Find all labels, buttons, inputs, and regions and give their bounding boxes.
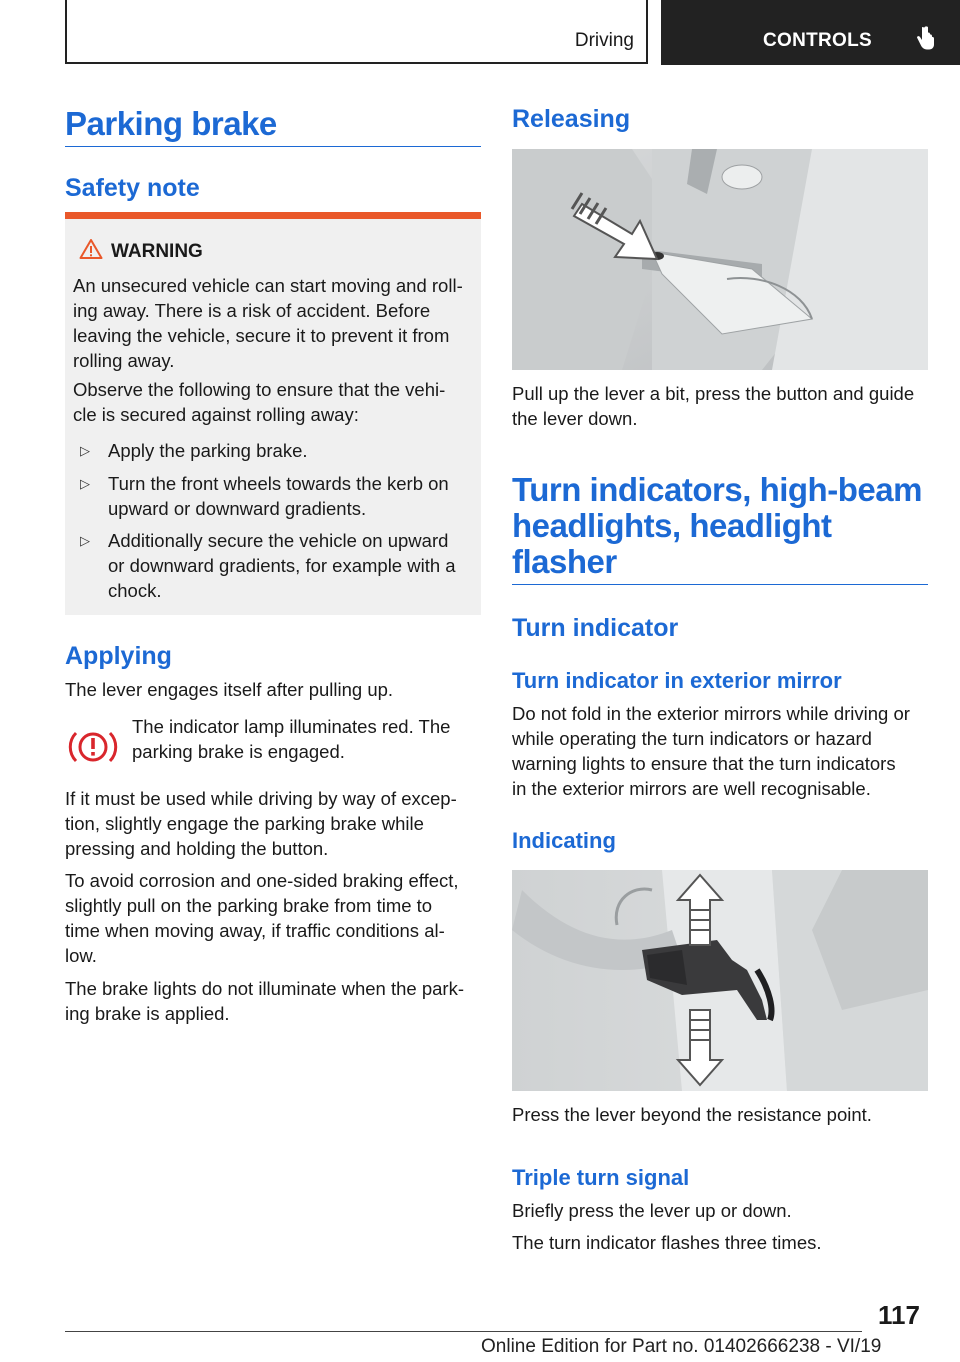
text-line: slightly pull on the parking brake from time to [65, 895, 433, 916]
bullet-triangle-icon: ▷ [80, 443, 90, 458]
text-line: or downward gradients, for example with a [108, 555, 456, 576]
title-rule [512, 584, 928, 585]
text-line: low. [65, 945, 97, 966]
triple-text-1: Briefly press the lever up or down. [512, 1200, 792, 1221]
title-line: headlights, headlight [512, 507, 832, 544]
triple-heading: Triple turn signal [512, 1165, 690, 1190]
text-line: time when moving away, if traffic conditions al- [65, 920, 445, 941]
text-line: Apply the parking brake. [108, 440, 308, 461]
text-line: Do not fold in the exterior mirrors while driving or [512, 703, 910, 724]
releasing-text [512, 381, 942, 431]
warning-paragraph-1 [73, 273, 478, 373]
title-line: flasher [512, 543, 617, 580]
header-chapter-label: CONTROLS [763, 30, 873, 51]
footer-rule [65, 1331, 862, 1332]
text-line: pressing and holding the button. [65, 838, 329, 859]
safety-heading: Safety note [65, 174, 200, 202]
text-line: An unsecured vehicle can start moving and roll- [73, 275, 463, 296]
text-line: ing away. There is a risk of accident. Before [73, 300, 431, 321]
text-line: The indicator lamp illuminates red. The [132, 716, 451, 737]
text-line: upward or downward gradients. [108, 498, 367, 519]
bullet-triangle-icon: ▷ [80, 533, 90, 548]
text-line: Additionally secure the vehicle on upward [108, 530, 449, 551]
text-line: leaving the vehicle, secure it to prevent it from [73, 325, 450, 346]
paragraph-lights [65, 976, 485, 1026]
pointing-hand-icon [915, 26, 935, 52]
applying-text: The lever engages itself after pulling up. [65, 679, 394, 700]
text-line: chock. [108, 580, 162, 601]
text-line: tion, slightly engage the parking brake while [65, 813, 424, 834]
text-line: To avoid corrosion and one-sided braking effect, [65, 870, 459, 891]
text-line: in the exterior mirrors are well recognisable. [512, 778, 871, 799]
footer-edition: Online Edition for Part no. 01402666238 - VI/19 [481, 1336, 882, 1357]
indicating-photo [512, 870, 928, 1091]
text-line: Observe the following to ensure that the vehi- [73, 379, 446, 400]
warning-bar [65, 212, 481, 219]
indicator-text [132, 714, 482, 764]
header-section-box [65, 0, 648, 64]
paragraph-driving [65, 786, 485, 861]
mirror-text [512, 701, 942, 801]
parking-brake-warning-icon [68, 727, 118, 767]
indicating-text: Press the lever beyond the resistance point. [512, 1104, 872, 1125]
paragraph-corrosion [65, 868, 485, 968]
text-line: while operating the turn indicators or hazard [512, 728, 872, 749]
text-line: If it must be used while driving by way of excep- [65, 788, 457, 809]
title-line: Turn indicators, high-beam [512, 471, 922, 508]
text-line: parking brake is engaged. [132, 741, 345, 762]
applying-heading: Applying [65, 642, 172, 670]
header-chapter-box [661, 0, 960, 65]
turn-indicator-heading: Turn indicator [512, 614, 679, 642]
parking-brake-lever-illustration [512, 149, 928, 370]
text-line: ing brake is applied. [65, 1003, 230, 1024]
releasing-photo [512, 149, 928, 370]
title-rule [65, 146, 481, 147]
triple-text-2: The turn indicator flashes three times. [512, 1232, 822, 1253]
page-number: 117 [878, 1300, 920, 1330]
text-line: warning lights to ensure that the turn indicators [512, 753, 896, 774]
releasing-heading: Releasing [512, 105, 631, 133]
warning-label: WARNING [111, 241, 203, 262]
text-line: cle is secured against rolling away: [73, 404, 359, 425]
text-line: The brake lights do not illuminate when the park- [65, 978, 464, 999]
warning-paragraph-2 [73, 377, 478, 427]
text-line: Pull up the lever a bit, press the button and guide [512, 383, 915, 404]
warning-triangle-icon [79, 238, 103, 260]
bullet-triangle-icon: ▷ [80, 476, 90, 491]
turn-indicators-title [512, 472, 942, 580]
text-line: the lever down. [512, 408, 638, 429]
turn-signal-lever-illustration [512, 870, 928, 1091]
page-title: Parking brake [65, 105, 277, 142]
text-line: Turn the front wheels towards the kerb on [108, 473, 449, 494]
indicating-heading: Indicating [512, 828, 616, 853]
header-section-label: Driving [574, 30, 634, 51]
text-line: rolling away. [73, 350, 175, 371]
mirror-heading: Turn indicator in exterior mirror [512, 668, 842, 693]
warning-box [65, 212, 481, 615]
